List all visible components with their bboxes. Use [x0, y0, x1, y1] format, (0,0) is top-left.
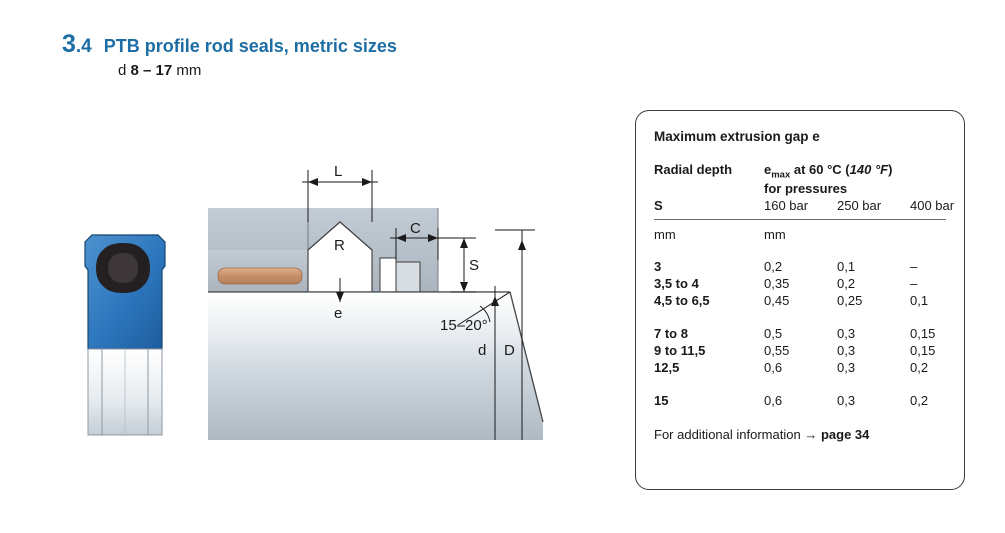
cell-400: 0,2 [910, 392, 929, 408]
header-emax: $e_{max}$ at 60 °C (140 °F) [764, 162, 893, 181]
table-group-2 [654, 325, 946, 376]
label-e: e [334, 305, 343, 322]
row-label: 3,5 to 4 [654, 275, 699, 291]
table-row [654, 392, 946, 409]
cell-250: 0,3 [837, 342, 856, 358]
row-label: 7 to 8 [654, 325, 688, 341]
label-d: d [478, 342, 487, 359]
cell-250: 0,2 [837, 275, 856, 291]
page-reference-link[interactable]: page 34 [820, 426, 870, 442]
cell-400: – [910, 258, 918, 274]
table-row [654, 359, 946, 376]
page-title: PTB profile rod seals, metric sizes [103, 36, 397, 56]
page-subtitle [118, 62, 397, 79]
subtitle-range: 8 – 17 [130, 62, 173, 79]
subtitle-prefix: d [118, 62, 127, 79]
label-R: R [334, 237, 345, 254]
table-header-row-1 [654, 162, 946, 181]
table-row [654, 342, 946, 359]
cell-160: 0,6 [764, 359, 783, 375]
cell-250: 0,25 [837, 292, 863, 308]
table-group-1 [654, 258, 946, 309]
header-pressure-160: 160 bar [764, 197, 809, 213]
cell-160: 0,55 [764, 342, 790, 358]
cell-160: 0,45 [764, 292, 790, 308]
footer-text: For additional information [654, 426, 801, 442]
table-group-3 [654, 392, 946, 409]
label-S: S [469, 257, 480, 274]
page-title-line [62, 30, 397, 59]
section-number: 3.4 [62, 30, 92, 58]
label-L: L [334, 163, 343, 180]
header-divider [654, 219, 946, 220]
table-row [654, 275, 946, 292]
row-label: 4,5 to 6,5 [654, 292, 710, 308]
table-units-row [654, 227, 946, 242]
table-header-row-3 [654, 197, 955, 213]
table-header-row-2 [654, 181, 946, 196]
header-s-symbol: S [654, 197, 663, 213]
cell-160: 0,5 [764, 325, 783, 341]
label-D: D [504, 342, 515, 359]
label-C: C [410, 220, 421, 237]
cell-250: 0,1 [837, 258, 856, 274]
technical-drawing [40, 110, 640, 440]
cell-160: 0,35 [764, 275, 790, 291]
subtitle-unit: mm [176, 62, 202, 79]
table-row [654, 325, 946, 342]
unit-right: mm [764, 226, 786, 242]
label-angle: 15–20° [440, 317, 488, 334]
cell-160: 0,6 [764, 392, 783, 408]
unit-left: mm [654, 226, 676, 242]
panel-title: Maximum extrusion gap e [654, 129, 820, 144]
row-label: 12,5 [654, 359, 680, 375]
table-row [654, 292, 946, 309]
row-label: 15 [654, 392, 669, 408]
cell-400: 0,15 [910, 325, 936, 341]
table-row [654, 258, 946, 275]
header-spacer [654, 181, 764, 196]
cell-400: 0,1 [910, 292, 929, 308]
header-radial-depth: Radial depth [654, 162, 733, 177]
header-for-pressures: for pressures [764, 180, 848, 196]
cell-250: 0,3 [837, 325, 856, 341]
cell-250: 0,3 [837, 392, 856, 408]
installation-drawing [208, 208, 543, 440]
seal-cross-section-detail [85, 235, 165, 435]
header-pressure-400: 400 bar [910, 197, 955, 213]
arrow-right-icon: → [804, 426, 818, 442]
cell-400: – [910, 275, 918, 291]
extrusion-gap-panel [635, 110, 965, 490]
additional-info-note [654, 427, 946, 442]
header-pressure-250: 250 bar [837, 197, 882, 213]
row-label: 3 [654, 258, 662, 274]
cell-400: 0,15 [910, 342, 936, 358]
cell-160: 0,2 [764, 258, 783, 274]
page-header [62, 30, 397, 79]
cell-250: 0,3 [837, 359, 856, 375]
cell-400: 0,2 [910, 359, 929, 375]
row-label: 9 to 11,5 [654, 342, 706, 358]
